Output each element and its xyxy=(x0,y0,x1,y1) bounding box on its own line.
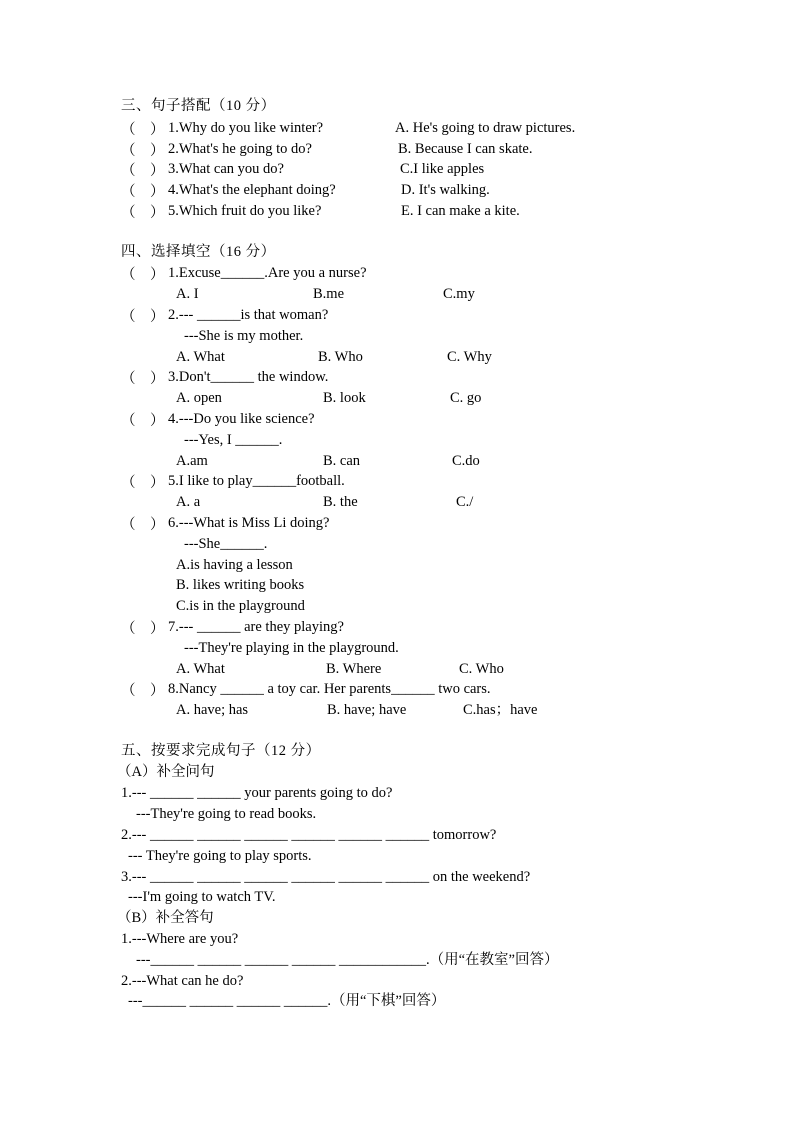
match-answer-c: C.I like apples xyxy=(400,161,485,177)
match-question-4: 4.What's the elephant doing? xyxy=(168,182,336,198)
option-c: C. Why xyxy=(447,349,492,365)
option-a: A. What xyxy=(176,349,225,365)
choice-question-1: 1.Excuse______.Are you a nurse? xyxy=(168,265,367,281)
choice-question-2: 2.--- ______is that woman? xyxy=(168,307,329,323)
option-c: C. go xyxy=(450,390,482,406)
match-question-1: 1.Why do you like winter? xyxy=(168,120,324,136)
answer-blank[interactable]: （ ） xyxy=(121,413,165,429)
option-b: B. Who xyxy=(318,349,363,365)
answer-blank[interactable]: （ ） xyxy=(121,621,165,637)
option-a: A.am xyxy=(176,453,208,469)
choice-question-7: 7.--- ______ are they playing? xyxy=(168,619,344,635)
response-line: ---I'm going to watch TV. xyxy=(128,889,276,905)
choice-question-5: 5.I like to play______football. xyxy=(168,473,345,489)
response-line: --- They're going to play sports. xyxy=(128,848,312,864)
answer-blank[interactable]: （ ） xyxy=(121,475,165,491)
section-3-heading: 三、句子搭配（10 分） xyxy=(121,98,276,114)
option-c: C. Who xyxy=(459,661,504,677)
dialogue-line: ---She is my mother. xyxy=(184,328,304,344)
section-4-heading: 四、选择填空（16 分） xyxy=(121,244,276,260)
answer-blank[interactable]: （ ） xyxy=(121,143,165,159)
complete-question-3: 3.--- ______ ______ ______ ______ ______ ______ on the weekend? xyxy=(121,869,531,885)
dialogue-line: ---Yes, I ______. xyxy=(184,432,283,448)
choice-question-4: 4.---Do you like science? xyxy=(168,411,315,427)
choice-question-6: 6.---What is Miss Li doing? xyxy=(168,515,330,531)
option-a: A. I xyxy=(176,286,199,302)
match-answer-b: B. Because I can skate. xyxy=(398,141,533,157)
option-b: B. the xyxy=(323,494,358,510)
complete-answer-2-question: 2.---What can he do? xyxy=(121,973,244,989)
match-question-5: 5.Which fruit do you like? xyxy=(168,203,322,219)
dialogue-line: ---They're playing in the playground. xyxy=(184,640,399,656)
answer-blank[interactable]: （ ） xyxy=(121,309,165,325)
option-c: C.has；have xyxy=(463,702,538,718)
answer-blank[interactable]: （ ） xyxy=(121,267,165,283)
answer-blank[interactable]: （ ） xyxy=(121,205,165,221)
option-c: C.do xyxy=(452,453,480,469)
option-a: A. What xyxy=(176,661,225,677)
answer-blank[interactable]: （ ） xyxy=(121,163,165,179)
section-5-heading: 五、按要求完成句子（12 分） xyxy=(121,743,321,759)
choice-question-3: 3.Don't______ the window. xyxy=(168,369,329,385)
dialogue-line: ---She______. xyxy=(184,536,268,552)
option-b: B. look xyxy=(323,390,366,406)
option-a: A.is having a lesson xyxy=(176,557,293,573)
match-answer-a: A. He's going to draw pictures. xyxy=(395,120,576,136)
answer-blank[interactable]: （ ） xyxy=(121,122,165,138)
option-c: C.is in the playground xyxy=(176,598,305,614)
complete-answer-1-question: 1.---Where are you? xyxy=(121,931,239,947)
choice-question-8: 8.Nancy ______ a toy car. Her parents______ two cars. xyxy=(168,681,491,697)
option-b: B.me xyxy=(313,286,345,302)
complete-question-2: 2.--- ______ ______ ______ ______ ______ ______ tomorrow? xyxy=(121,827,497,843)
option-b: B. have; have xyxy=(327,702,407,718)
option-a: A. a xyxy=(176,494,201,510)
complete-answer-2: ---______ ______ ______ ______.（用“下棋”回答） xyxy=(128,993,446,1009)
answer-blank[interactable]: （ ） xyxy=(121,371,165,387)
match-question-3: 3.What can you do? xyxy=(168,161,284,177)
option-a: A. have; has xyxy=(176,702,249,718)
option-a: A. open xyxy=(176,390,222,406)
option-b: B. Where xyxy=(326,661,382,677)
option-c: C.my xyxy=(443,286,475,302)
complete-answer-1: ---______ ______ ______ ______ ____________.（用“在教室”回答） xyxy=(136,952,559,968)
option-c: C./ xyxy=(456,494,474,510)
answer-blank[interactable]: （ ） xyxy=(121,184,165,200)
complete-question-1: 1.--- ______ ______ your parents going to do? xyxy=(121,785,393,801)
response-line: ---They're going to read books. xyxy=(136,806,317,822)
option-b: B. likes writing books xyxy=(176,577,305,593)
option-b: B. can xyxy=(323,453,361,469)
answer-blank[interactable]: （ ） xyxy=(121,683,165,699)
match-question-2: 2.What's he going to do? xyxy=(168,141,312,157)
match-answer-d: D. It's walking. xyxy=(401,182,490,198)
part-a-heading: （A）补全问句 xyxy=(117,764,215,780)
part-b-heading: （B）补全答句 xyxy=(117,910,214,926)
answer-blank[interactable]: （ ） xyxy=(121,517,165,533)
match-answer-e: E. I can make a kite. xyxy=(401,203,520,219)
